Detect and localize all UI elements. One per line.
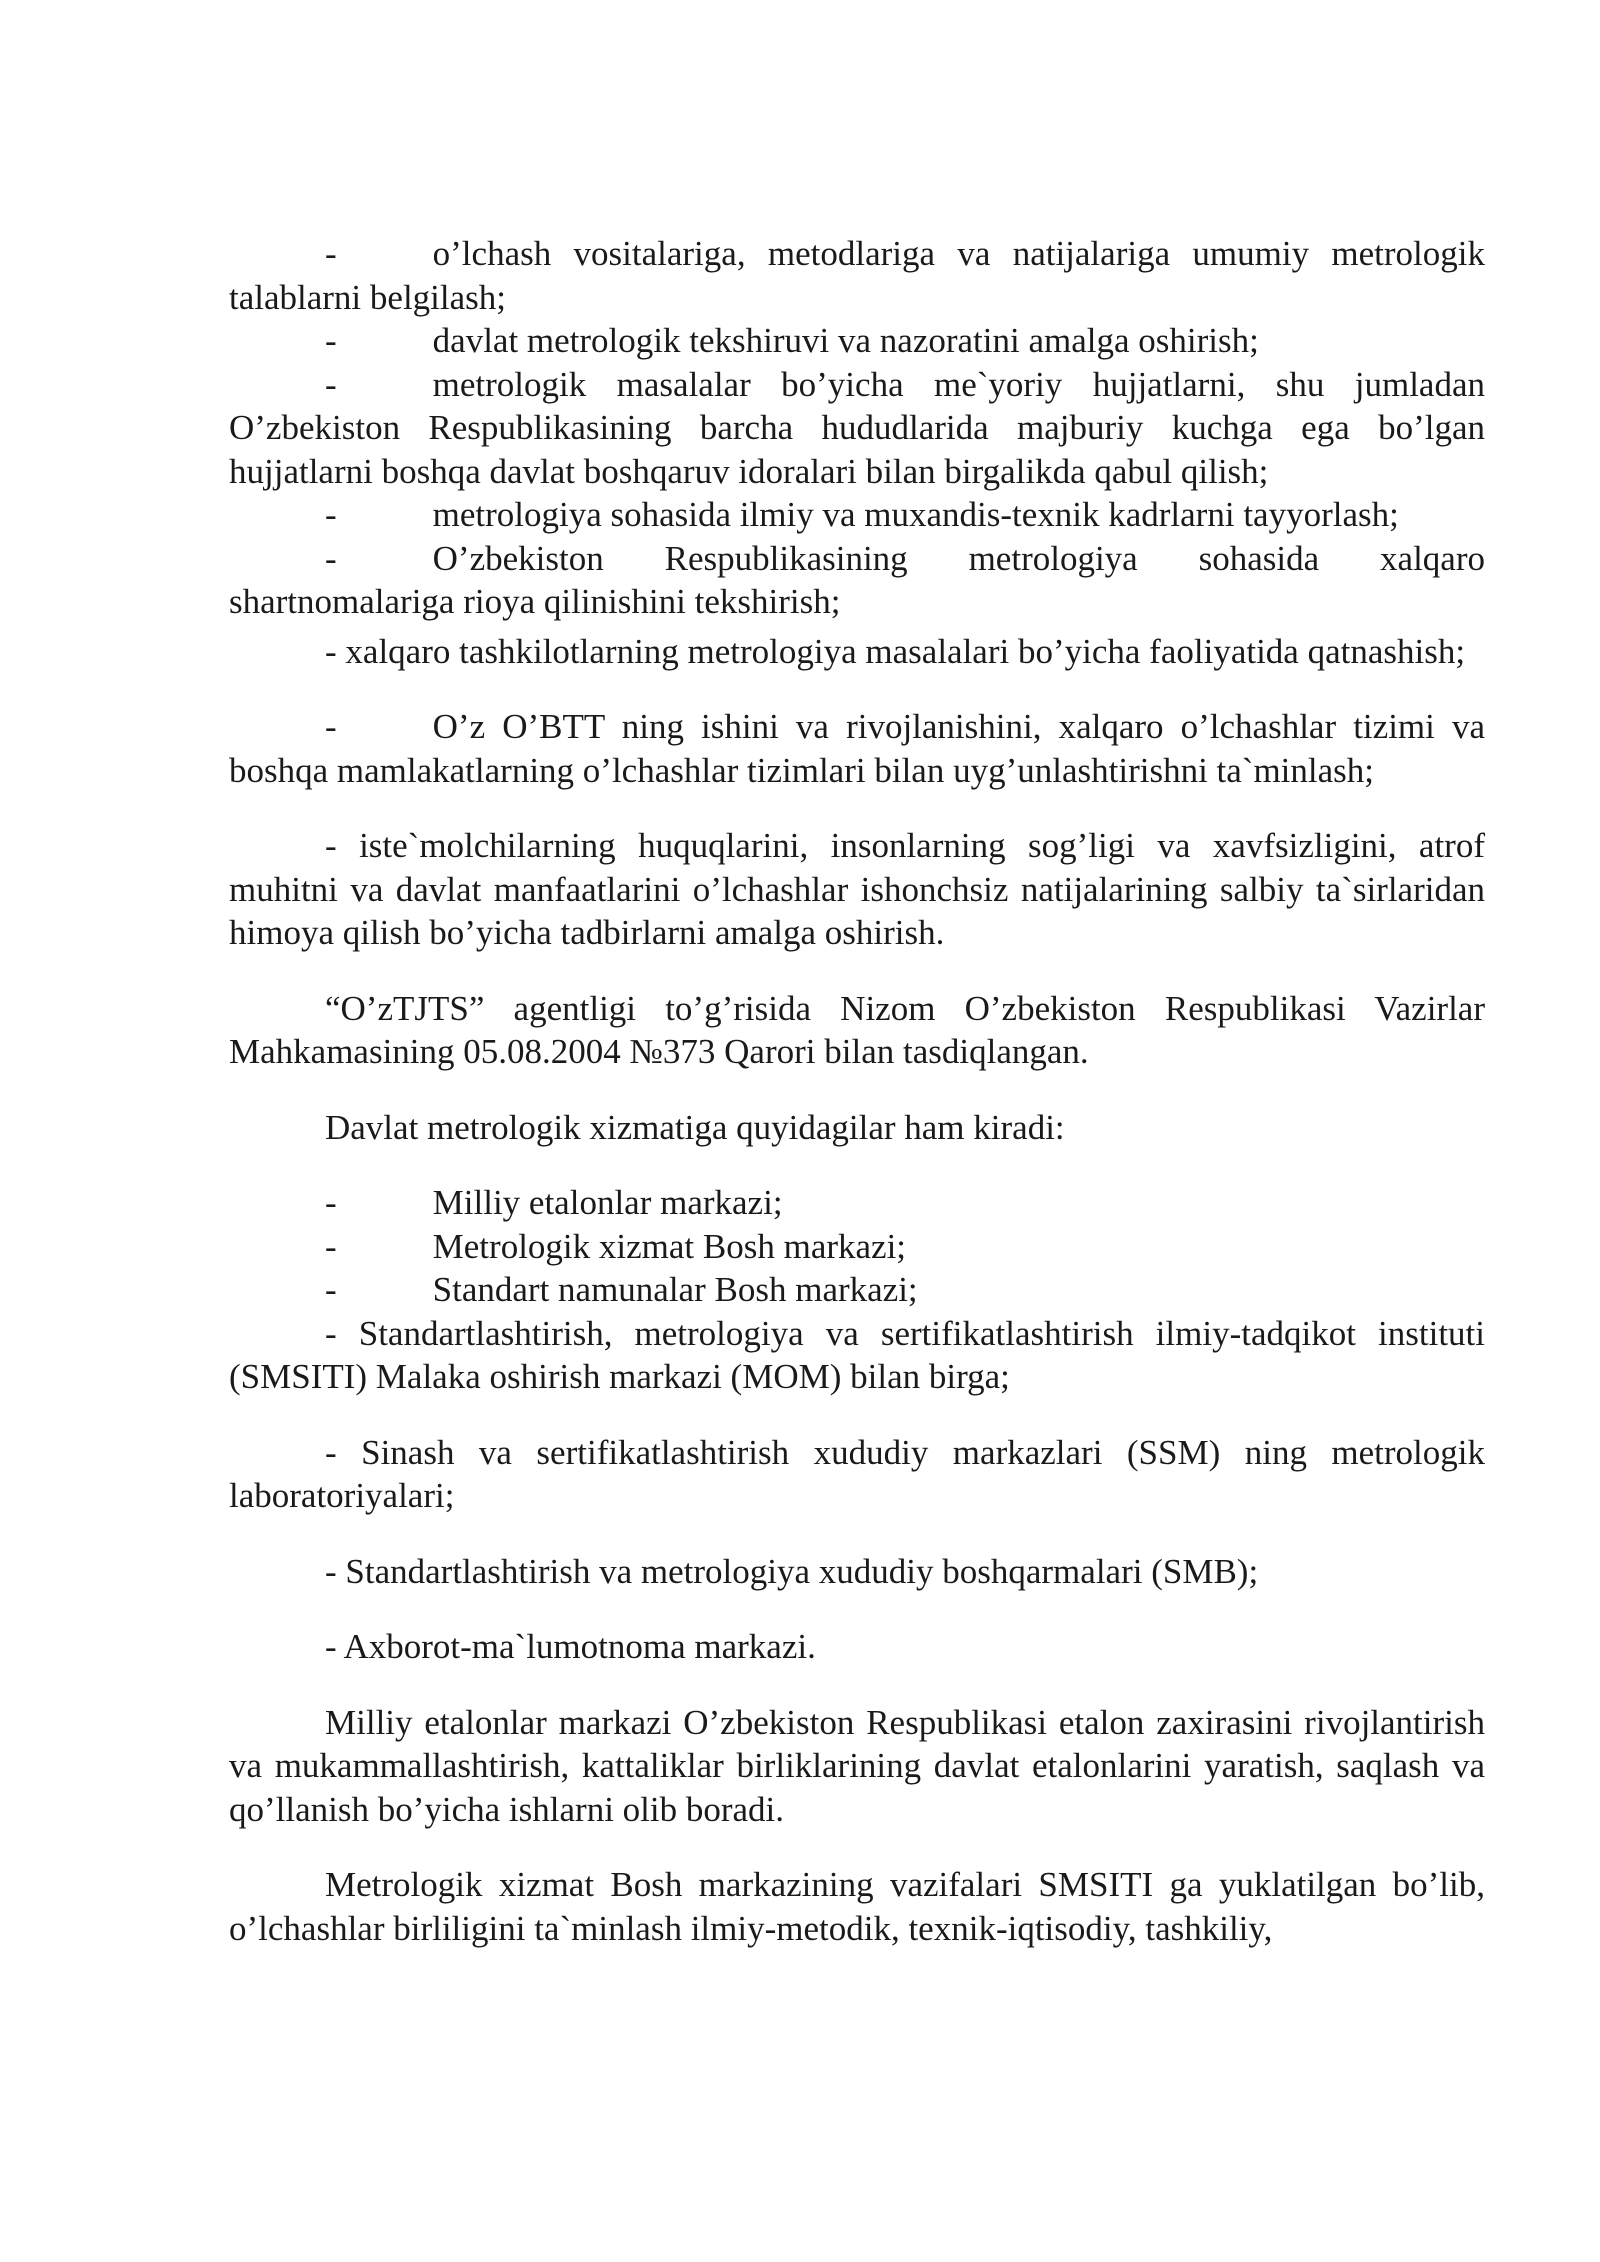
paragraph-7: [229, 705, 1485, 792]
bullet-dash: -: [325, 538, 337, 578]
paragraph-17: [229, 1625, 1485, 1669]
paragraph-6: [229, 630, 1485, 674]
paragraph-5: [229, 537, 1485, 624]
paragraph-16-text: - Standartlashtirish va metrologiya xududiy boshqarmalari (SMB);: [325, 1551, 1259, 1591]
paragraph-16: [229, 1550, 1485, 1594]
paragraph-17-text: - Axborot-ma`lumotnoma markazi.: [325, 1627, 816, 1666]
paragraph-8-text: - iste`molchilarning huquqlarini, insonlarning sog’ligi va xavfsizligini, atrof muhitni va davlat manfaatlarini o’lchashlar ishonchsiz natijalarining salbiy ta`sirlaridan himoya qilish bo’yicha tadbirlarni amalga oshirish.: [229, 826, 1485, 952]
bullet-dash: -: [325, 707, 337, 746]
bullet-dash: -: [325, 364, 337, 404]
paragraph-12-text: Metrologik xizmat Bosh markazi;: [432, 1226, 907, 1266]
paragraph-14: [229, 1312, 1485, 1399]
bullet-dash: -: [325, 321, 337, 360]
paragraph-10: [229, 1106, 1485, 1150]
bullet-dash: -: [325, 234, 337, 273]
paragraph-13: [229, 1268, 1485, 1312]
paragraph-1: [229, 232, 1485, 319]
paragraph-13-text: Standart namunalar Bosh markazi;: [432, 1270, 918, 1309]
bullet-dash: -: [325, 1270, 337, 1309]
paragraph-11-text: Milliy etalonlar markazi;: [432, 1183, 783, 1222]
paragraph-1-text: o’lchash vositalariga, metodlariga va natijalariga umumiy metrologik talablarni belgilash;: [229, 234, 1485, 317]
bullet-dash: -: [325, 1183, 337, 1222]
paragraph-9: [229, 987, 1485, 1074]
paragraph-7-text: O’z O’BTT ning ishini va rivojlanishini, xalqaro o’lchashlar tizimi va boshqa mamlakatlarning o’lchashlar tizimlari bilan uyg’unlashtirishni ta`minlash;: [229, 707, 1485, 790]
paragraph-4-text: metrologiya sohasida ilmiy va muxandis-texnik kadrlarni tayyorlash;: [432, 495, 1399, 534]
paragraph-3-text: metrologik masalalar bo’yicha me`yoriy hujjatlarni, shu jumladan O’zbekiston Respublikasining barcha hududlarida majburiy kuchga ega bo’lgan hujjatlarni boshqa davlat boshqaruv idoralari bilan birgalikda qabul qilish;: [229, 364, 1485, 491]
paragraph-14-text: - Standartlashtirish, metrologiya va sertifikatlashtirish ilmiy-tadqikot instituti (SMSITI) Malaka oshirish markazi (MOM) bilan birga;: [229, 1313, 1485, 1396]
paragraph-4: [229, 493, 1485, 537]
bullet-dash: -: [325, 1226, 337, 1266]
paragraph-15-text: - Sinash va sertifikatlashtirish xududiy markazlari (SSM) ning metrologik laboratoriyalari;: [229, 1432, 1485, 1515]
paragraph-15: [229, 1431, 1485, 1518]
paragraph-18-text: Milliy etalonlar markazi O’zbekiston Respublikasi etalon zaxirasini rivojlantirish va mukammallashtirish, kattaliklar birliklarining davlat etalonlarini yaratish, saqlash va qo’llanish bo’yicha ishlarni olib boradi.: [229, 1702, 1485, 1829]
paragraph-2-text: davlat metrologik tekshiruvi va nazoratini amalga oshirish;: [432, 321, 1259, 360]
paragraph-3: [229, 363, 1485, 494]
paragraph-10-text: Davlat metrologik xizmatiga quyidagilar ham kiradi:: [325, 1107, 1065, 1147]
paragraph-18: [229, 1701, 1485, 1832]
document-body: [229, 232, 1485, 1950]
paragraph-6-text: - xalqaro tashkilotlarning metrologiya masalalari bo’yicha faoliyatida qatnashish;: [325, 631, 1466, 671]
paragraph-19: [229, 1863, 1485, 1950]
paragraph-8: [229, 824, 1485, 955]
paragraph-5-text: O’zbekiston Respublikasining metrologiya sohasida xalqaro shartnomalariga rioya qilinishini tekshirish;: [229, 538, 1485, 621]
paragraph-9-text: “O’zTJTS” agentligi to’g’risida Nizom O’zbekiston Respublikasi Vazirlar Mahkamasining 05.08.2004 №373 Qarori bilan tasdiqlangan.: [229, 988, 1485, 1071]
paragraph-12: [229, 1225, 1485, 1269]
paragraph-19-text: Metrologik xizmat Bosh markazining vazifalari SMSITI ga yuklatilgan bo’lib, o’lchashlar birliligini ta`minlash ilmiy-metodik, texnik-iqtisodiy, tashkiliy,: [229, 1865, 1485, 1948]
paragraph-11: [229, 1181, 1485, 1225]
paragraph-2: [229, 319, 1485, 363]
bullet-dash: -: [325, 495, 337, 534]
